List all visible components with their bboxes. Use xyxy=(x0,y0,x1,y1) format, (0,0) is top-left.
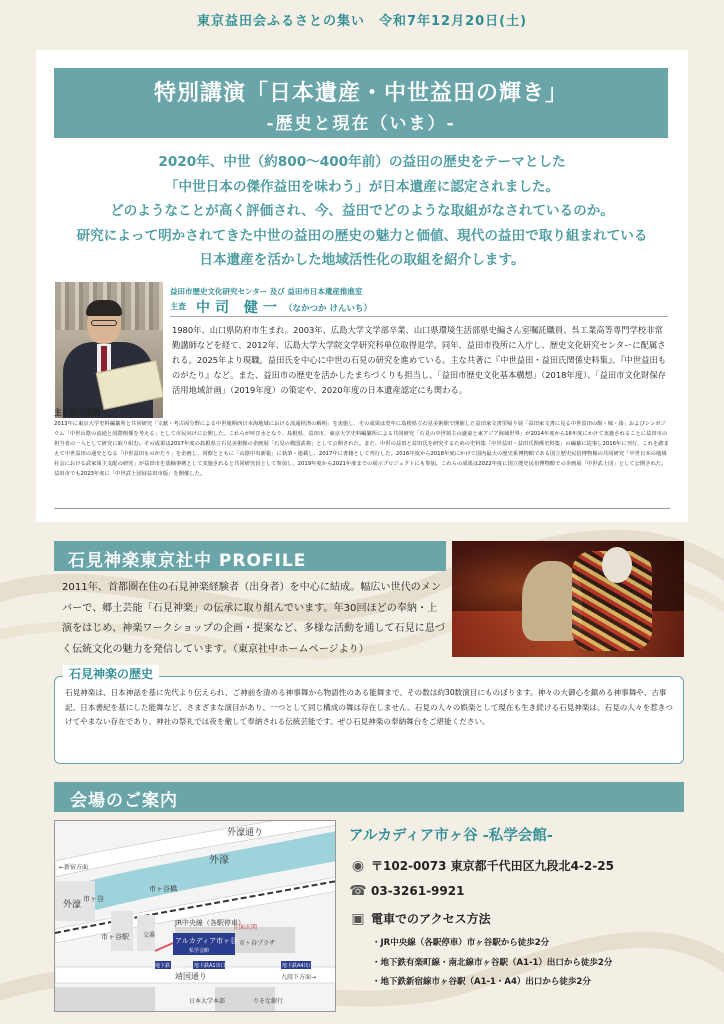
access-item: ・地下鉄新宿線市ヶ谷駅（A1-1・A4）出口から徒歩2分 xyxy=(372,977,591,987)
lead-line: 「中世日本の傑作益田を味わう」が日本遺産に認定されました。 xyxy=(164,178,560,195)
map-label-nittai: 日本大学本部 xyxy=(189,998,226,1005)
map-pin-icon: ◉ xyxy=(351,858,365,874)
speaker-photo xyxy=(55,282,163,418)
venue-phone[interactable]: 03-3261-9921 xyxy=(371,884,465,898)
venue-map xyxy=(54,820,336,1012)
speaker-name: 中司 健一 xyxy=(196,300,282,316)
activities-heading: 主な研究活動 xyxy=(54,408,101,417)
venue-name: アルカディア市ヶ谷 -私学会館- xyxy=(349,828,553,844)
map-label-sotobori-dori: 外濠通り xyxy=(227,828,264,838)
lead-line: 日本遺産を活かした地域活性化の取組を紹介します。 xyxy=(199,252,525,268)
map-label-shinjuku: ←新宿方面 xyxy=(59,864,89,871)
map-label-jr: JR中央線（各駅停車） xyxy=(175,919,245,927)
event-header: 東京益田会ふるさとの集い 令和7年12月20日(土) xyxy=(196,14,528,29)
history-text: 石見神楽は、日本神話を基に先代より伝えられ、ご神前を清める神事舞から物語性のある能舞まで、その数は約30数演目にものぼります。神々の大御心を鎮める神事舞や、古事記、日本書紀を基にした能舞など、さまざまな演目があり、一つとして同じ構成の舞は存在しません。石見の人々の娯楽として現在も生き続ける石見神楽は、石見の人々を惹きつけてやまない存在であり、神社の祭礼では夜を徹して奉納される伝統芸能です。ぜひ石見神楽の奉納舞台をご堪能ください。 xyxy=(65,688,673,727)
lead-line: 2020年、中世（約800～400年前）の益田の歴史をテーマとした xyxy=(158,154,566,170)
lead-line: どのようなことが高く評価され、今、益田でどのような取組がなされているのか。 xyxy=(110,203,614,219)
lecture-card xyxy=(36,50,688,522)
speaker-role: 主査 xyxy=(170,302,186,311)
lecture-subtitle: -歴史と現在（いま）- xyxy=(266,114,456,134)
lecture-title: 特別講演「日本遺産・中世益田の輝き」 xyxy=(153,81,568,106)
history-box xyxy=(54,667,684,764)
venue-section-title: 会場のご案内 xyxy=(54,782,684,812)
venue-phone-row xyxy=(349,883,464,899)
lecture-lead xyxy=(36,150,688,273)
lecture-title-box xyxy=(54,68,668,138)
map-label-kudan: 九段下方面→ xyxy=(281,974,317,981)
map-label-exit-a1: 地下鉄A1出口 xyxy=(194,963,226,969)
map-label-exit-1: 地下鉄 1出口 xyxy=(155,963,185,969)
map-label-ichigaya-station: 市ヶ谷駅 xyxy=(101,933,129,941)
train-icon: ▣ xyxy=(351,911,365,927)
kagura-photo xyxy=(452,541,684,657)
access-item: ・JR中央線（各駅停車）市ヶ谷駅から徒歩2分 xyxy=(372,938,550,948)
lead-line: 研究によって明かされてきた中世の益田の歴史の魅力と価値、現代の益田で取り組まれている xyxy=(76,227,648,244)
activities-text: 2013年に東京大学史料編纂所と共同研究「文献・考古両分野による中世後期西日本海地域における流通経済の解明」を実施し、その成果は翌年に島根県立石見美術館で開催した益田家文書里帰り展「益田家文書に見る中世益田の館・城・湊」およびシンポジウム「中世山陰の流通と国際関係を考える」として市民向けに公開した。これらが呼び水となり、島根県、益田市、東京大学史料編纂所による共同研究「石見の中世領主の盛衰と東アジア海域世界」が2014年度から16年度にかけて実施されることに益田市の担当者の一人として研究に取り組む。その成果は2017年度の島根県立石見美術館の企画展「石見の戦国武将」として公開された。また、中世の益田と益田氏を研究するための史料集「中世益田・益田氏関係史料集」の編纂に従事し2016年に刊行、これを踏まえて中世益田の通史となる「中世益田ものがたり」を企画し、同僚とともに「山陰中央新報」に執筆・連載し、2017年に書籍として刊行した。2016年度から2018年度にかけて国内最大の歴史系博物館である国立歴史民俗博物館の共同研究「中世日本の地域社会における武家領主支配の研究」が益田市を基軸事例として実施されると共同研究員として参加し、2019年度から2021年度までの展示プロジェクトにも参加。これらの成果は2022年度に国立歴史民俗博物館での企画展「中世武士団」として公開された。益田市でも2023年度に「中世武士団展益田市版」を開催した。 xyxy=(54,421,669,477)
map-label-yasukuni: 靖国通り xyxy=(175,972,207,981)
divider xyxy=(54,508,670,509)
map-label-sotobori: 外濠 xyxy=(209,855,229,866)
map-label-ichigaya-left: 市ヶ谷 xyxy=(83,895,104,903)
divider xyxy=(170,316,668,317)
phone-icon: ☎ xyxy=(349,883,367,899)
map-label-exit-a4: 地下鉄A4出口 xyxy=(282,963,314,969)
map-label-risona: りそな銀行 xyxy=(253,998,284,1005)
speaker-org: 益田市歴史文化研究センター 及び 益田市日本遺産推進室 xyxy=(170,287,363,296)
profile-text: 2011年、首都圏在住の石見神楽経験者（出身者）を中心に結成。幅広い世代のメンバーで、郷土芸能「石見神楽」の伝承に取り組んでいます。年30回ほどの奉納・上演をはじめ、神楽ワークショップの企画・提案など、多様な活動を通して石見に息づく伝統文化の魅力を発信しています。（東京社中ホームページより） xyxy=(62,582,445,655)
venue-access-row xyxy=(349,910,491,927)
map-label-main-gate: 正面玄関 xyxy=(233,924,258,931)
speaker-kana: （なかつか けんいち） xyxy=(284,304,372,314)
map-label-plaza: 市ヶ谷プラザ xyxy=(239,940,276,947)
access-item: ・地下鉄有楽町線・南北線市ヶ谷駅（A1-1）出口から徒歩2分 xyxy=(372,957,613,968)
map-label-arcadia: アルカディア市ヶ谷 xyxy=(175,937,238,945)
map-label-ichigaya-bridge: 市ヶ谷橋 xyxy=(149,885,177,893)
access-list xyxy=(372,934,612,993)
map-label-sotobori-left: 外濠 xyxy=(63,900,82,910)
map-label-arcadia-sub: 私学会館 xyxy=(189,948,210,954)
speaker-bio: 1980年、山口県防府市生まれ。2003年、広島大学文学部卒業、山口県環境生活部県史編さん室嘱託職員、呉工業高等専門学校非常勤講師などを経て、2012年、広島大学大学院文学研究科単位取得退学。同年、益田市役所に入庁し、歴史文化研究センターに配属される。2025年より現職。益田氏を中心に中世の石見の研究を進めている。主な共著に『中世益田・益田氏関係史料集』、『中世益田ものがたり』など。また、益田市の歴史を活かしたまちづくりも担当し、「益田市歴史文化基本構想」（2018年度）、「益田市文化財保存活用地域計画」（2019年度）の策定や、2020年度の日本遺産認定にも関わる。 xyxy=(172,325,667,395)
venue-address-row xyxy=(349,857,614,874)
map-label-koban: 交番 xyxy=(143,932,156,939)
profile-title: 石見神楽東京社中 PROFILE xyxy=(54,541,446,571)
history-title: 石見神楽の歴史 xyxy=(63,665,159,682)
access-heading: 電車でのアクセス方法 xyxy=(371,912,491,926)
venue-address[interactable]: 〒102-0073 東京都千代田区九段北4-2-25 xyxy=(371,859,614,873)
